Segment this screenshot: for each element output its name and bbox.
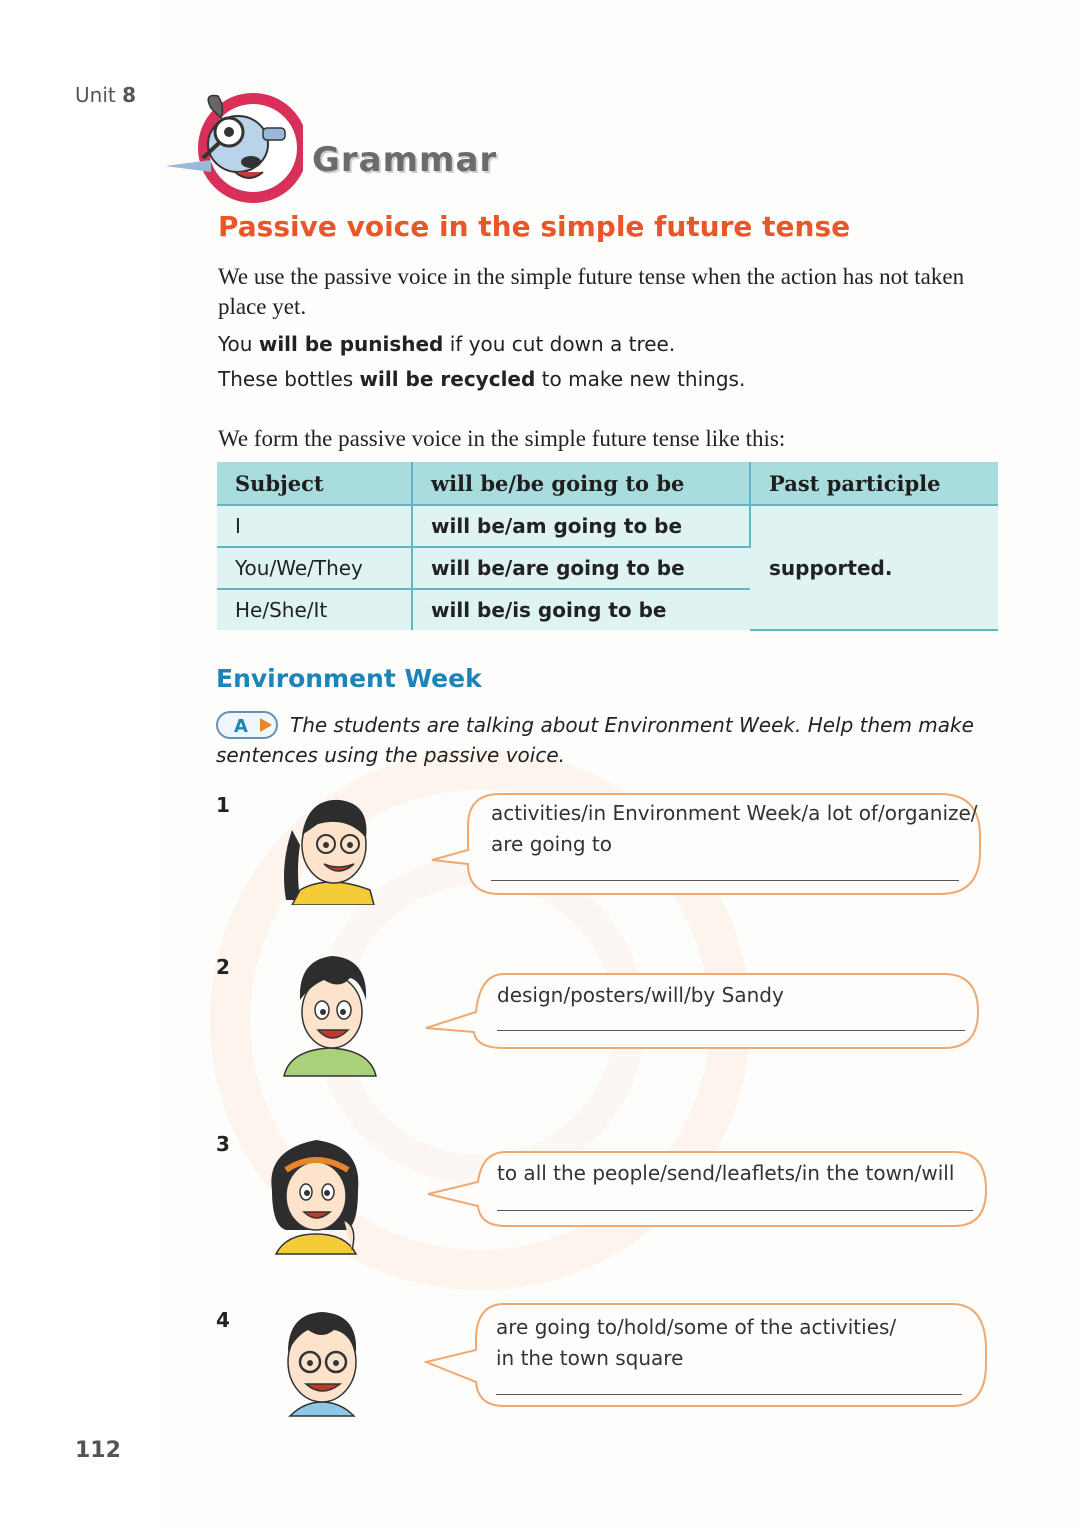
activity-instruction: The students are talking about Environment Week. Help them make sentences using the passive voice. — [216, 713, 974, 767]
prompt-line: activities/in Environment Week/a lot of/organize/ — [491, 801, 978, 825]
activity-heading: Environment Week — [216, 664, 482, 693]
section-title: Grammar — [312, 140, 498, 180]
speech-bubble-prompt — [497, 980, 784, 1011]
page-number: 112 — [75, 1438, 121, 1463]
table-row — [217, 505, 998, 547]
grammar-topic-heading: Passive voice in the simple future tense — [218, 210, 851, 243]
grammar-mascot-icon — [163, 88, 303, 206]
table-cell-verb: will be/are going to be — [412, 547, 750, 589]
table-cell-subject: You/We/They — [217, 547, 412, 589]
table-cell-verb: will be/is going to be — [412, 589, 750, 630]
answer-line[interactable] — [497, 1030, 965, 1031]
table-header: will be/be going to be — [412, 462, 750, 505]
grammar-intro: We use the passive voice in the simple future tense when the action has not taken place yet. — [218, 264, 965, 319]
item-number: 4 — [216, 1308, 230, 1332]
boy-smiling-avatar — [280, 950, 380, 1078]
example-sentence-2: These bottles will be recycled to make new things. — [218, 367, 746, 391]
item-number: 1 — [216, 793, 230, 817]
prompt-line: are going to — [491, 832, 612, 856]
speech-bubble-prompt — [496, 1312, 896, 1374]
table-cell-participle: supported. — [750, 505, 998, 630]
unit-label: Unit 8 — [75, 83, 136, 107]
table-header: Past participle — [750, 462, 998, 505]
prompt-line: in the town square — [496, 1346, 684, 1370]
activity-badge-letter: A — [234, 716, 248, 737]
prompt-line: are going to/hold/some of the activities/ — [496, 1315, 897, 1339]
answer-line[interactable] — [496, 1394, 962, 1395]
speech-bubble-prompt — [491, 798, 978, 860]
answer-line[interactable] — [491, 880, 959, 881]
table-cell-subject: He/She/It — [217, 589, 412, 630]
table-header-row — [217, 462, 998, 505]
table-header: Subject — [217, 462, 412, 505]
prompt-line: to all the people/send/leaflets/in the town/will — [497, 1161, 955, 1185]
girl-headband-avatar — [266, 1130, 366, 1256]
page-margin — [0, 0, 160, 1528]
prompt-line: design/posters/will/by Sandy — [497, 983, 784, 1007]
table-cell-subject: I — [217, 505, 412, 547]
grammar-table — [217, 462, 998, 631]
table-cell-verb: will be/am going to be — [412, 505, 750, 547]
form-intro: We form the passive voice in the simple future tense like this: — [218, 426, 786, 451]
item-number: 3 — [216, 1132, 230, 1156]
speech-bubble-prompt — [497, 1158, 954, 1189]
item-number: 2 — [216, 955, 230, 979]
example-sentence-1: You will be punished if you cut down a tree. — [218, 332, 676, 356]
answer-line[interactable] — [497, 1210, 973, 1211]
girl-ponytail-avatar — [278, 790, 378, 905]
boy-glasses-avatar — [274, 1306, 370, 1418]
